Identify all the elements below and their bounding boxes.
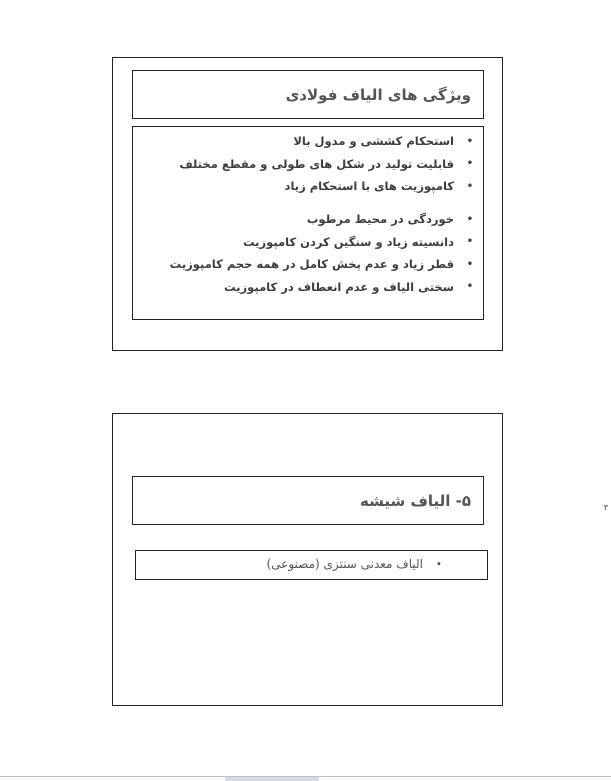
slide-2-bullet-list [136,551,487,577]
slide-2-content-box [135,550,488,580]
bullet-icon: • [466,213,474,225]
bullet-icon: • [466,281,474,293]
list-item [133,231,483,254]
bullet-icon: • [466,180,474,192]
list-item-text: کامپوزیت های با استحکام زیاد [284,179,454,194]
list-item-text: دانسیته زیاد و سنگین کردن کامپوزیت [243,234,454,249]
list-item-text: قطر زیاد و عدم پخش کامل در همه حجم کامپوزیت [169,257,454,272]
slide-1-bullet-list-advantages [133,130,483,198]
list-item [133,130,483,153]
list-item-text: استحکام کششی و مدول بالا [293,134,454,149]
slide-1-title: ویژگی های الیاف فولادی [285,85,471,104]
slide-2 [112,413,503,706]
list-item [133,276,483,299]
bullet-icon: • [436,558,442,570]
bottom-scroll-tab [225,777,319,781]
bullet-icon: • [466,236,474,248]
slide-1-bullet-list-disadvantages [133,208,483,298]
list-item [136,551,487,577]
list-item [133,253,483,276]
list-item [133,175,483,198]
list-item-text: سختی الیاف و عدم انعطاف در کامپوزیت [224,279,454,294]
list-item [133,208,483,231]
list-item [133,153,483,176]
slide-2-title-box [132,476,484,525]
slide-2-title: ۵- الیاف شیشه [359,491,471,510]
bullet-icon: • [466,135,474,147]
slide-1 [112,57,503,351]
list-item-text: خوردگی در محیط مرطوب [306,212,454,227]
page-number: ٣ [603,503,608,512]
list-item-text: الیاف معدنی سنتزی (مصنوعی) [266,557,423,571]
bullet-icon: • [466,158,474,170]
bullet-icon: • [466,258,474,270]
slide-1-content-box [132,126,484,320]
slide-1-title-box [132,70,484,119]
list-item-text: قابلیت تولید در شکل های طولی و مقطع مختلف [179,156,454,171]
